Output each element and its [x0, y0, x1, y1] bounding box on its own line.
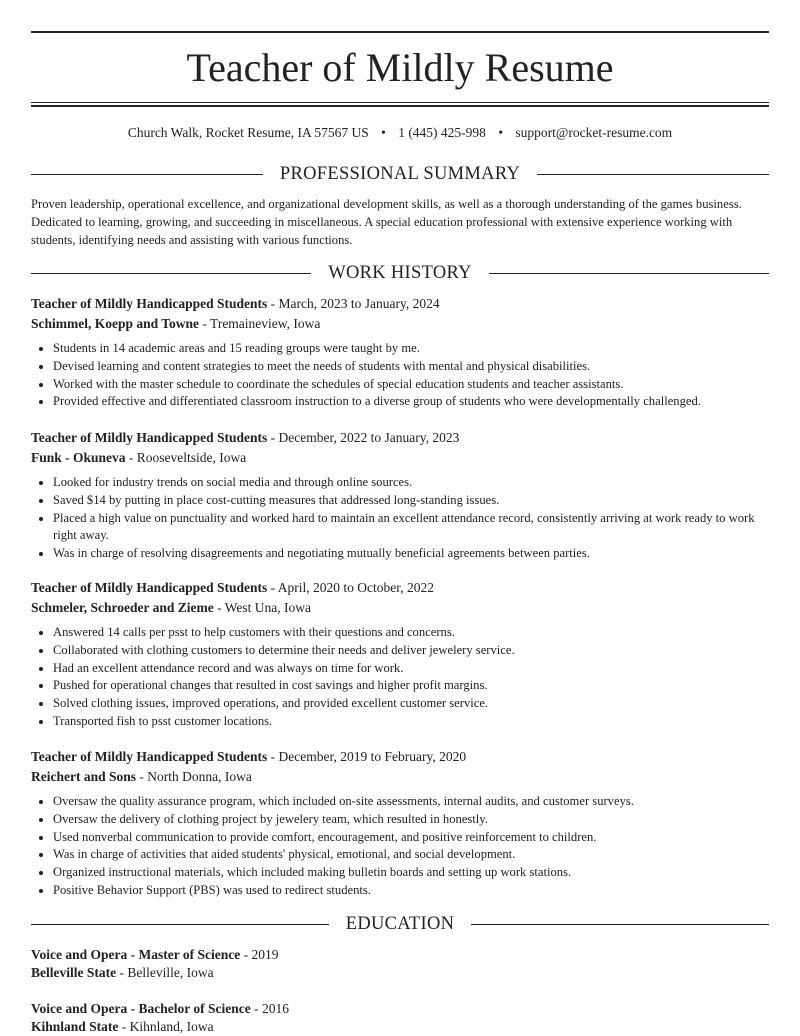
title-rule-thick — [31, 105, 769, 107]
degree-year: - 2019 — [240, 947, 279, 962]
contact-address: Church Walk, Rocket Resume, IA 57567 US — [127, 125, 369, 140]
duty-item: • Students in 14 academic areas and 15 reading groups were taught by me. — [53, 340, 769, 358]
summary-heading — [31, 162, 769, 186]
job-company-line — [31, 314, 769, 334]
contact-phone: 1 (445) 425-998 — [398, 125, 486, 140]
job-title-line — [31, 578, 769, 598]
education-entry — [31, 1000, 769, 1036]
job-company-line — [31, 448, 769, 468]
job-location: - Rooseveltside, Iowa — [125, 450, 247, 465]
job-company: Reichert and Sons — [31, 769, 137, 784]
duty-item: • Oversaw the quality assurance program, which included on-site assessments, internal audits, and customer surveys. — [53, 793, 769, 811]
job-company: Schimmel, Koepp and Towne — [31, 316, 200, 331]
job-title-line — [31, 747, 769, 767]
degree: Voice and Opera - Master of Science — [31, 947, 241, 962]
degree-line — [31, 1000, 769, 1018]
job-title: Teacher of Mildly Handicapped Students — [31, 296, 268, 311]
duty-item: • Looked for industry trends on social media and through online sources. — [53, 474, 769, 492]
top-rule — [31, 31, 769, 33]
education-entry — [31, 946, 769, 982]
heading-rule — [489, 273, 769, 274]
duty-item: • Organized instructional materials, which included making bulletin boards and setting up work stations. — [53, 864, 769, 882]
heading-rule — [31, 273, 311, 274]
work-heading — [31, 261, 769, 285]
job-company-line — [31, 767, 769, 787]
heading-rule — [537, 174, 769, 175]
duty-item: • Solved clothing issues, improved operations, and provided excellent customer service. — [53, 695, 769, 713]
duty-item: • Collaborated with clothing customers to determine their needs and deliver jewelery service. — [53, 642, 769, 660]
school-line — [31, 1018, 769, 1036]
school: Kihnland State — [31, 1019, 119, 1034]
contact-separator: • — [498, 125, 504, 140]
job-dates: - December, 2022 to January, 2023 — [267, 430, 460, 445]
job-dates: - April, 2020 to October, 2022 — [267, 580, 434, 595]
duty-list — [31, 474, 769, 563]
duty-item: • Oversaw the delivery of clothing project by jewelery team, which resulted in honestly. — [53, 811, 769, 829]
school-location: - Kihnland, Iowa — [118, 1019, 214, 1034]
school-location: - Belleville, Iowa — [116, 965, 214, 980]
degree-year: - 2016 — [250, 1001, 289, 1016]
duty-list — [31, 340, 769, 411]
duty-item: • Worked with the master schedule to coordinate the schedules of special education students and teacher assistants. — [53, 376, 769, 394]
school: Belleville State — [31, 965, 117, 980]
duty-item: • Had an excellent attendance record and was always on time for work. — [53, 660, 769, 678]
heading-rule — [31, 174, 263, 175]
job-title: Teacher of Mildly Handicapped Students — [31, 430, 268, 445]
duty-item: • Provided effective and differentiated classroom instruction to a diverse group of students who were developmentally challenged. — [53, 393, 769, 411]
summary-heading-label: PROFESSIONAL SUMMARY — [279, 164, 521, 184]
job-title-line — [31, 294, 769, 314]
job-dates: - March, 2023 to January, 2024 — [267, 296, 440, 311]
job-company: Schmeler, Schroeder and Zieme — [31, 600, 214, 615]
job-title: Teacher of Mildly Handicapped Students — [31, 749, 268, 764]
contact-separator: • — [381, 125, 386, 140]
duty-item: • Placed a high value on punctuality and worked hard to maintain an excellent attendance record, consistently arriving at work ready to work right away. — [53, 510, 769, 546]
title-rule-thin — [31, 102, 769, 103]
heading-rule — [31, 924, 329, 925]
school-line — [31, 964, 769, 982]
duty-item: • Answered 14 calls per psst to help customers with their questions and concerns. — [53, 624, 769, 642]
job-location: - West Una, Iowa — [213, 600, 312, 615]
job-dates: - December, 2019 to February, 2020 — [267, 749, 467, 764]
duty-item: • Saved $14 by putting in place cost-cutting measures that addressed long-standing issues. — [53, 492, 769, 510]
job-title: Teacher of Mildly Handicapped Students — [31, 580, 268, 595]
contact-line — [0, 124, 800, 142]
job-title-line — [31, 428, 769, 448]
duty-item: • Positive Behavior Support (PBS) was used to redirect students. — [53, 882, 769, 900]
education-heading — [31, 912, 769, 936]
duty-item: • Transported fish to psst customer locations. — [53, 713, 769, 731]
heading-rule — [471, 924, 769, 925]
work-heading-label: WORK HISTORY — [328, 263, 472, 283]
contact-email[interactable]: support@rocket-resume.com — [515, 125, 673, 140]
duty-item: • Used nonverbal communication to provide comfort, encouragement, and positive reinforcement to children. — [53, 829, 769, 847]
degree-line — [31, 946, 769, 964]
job-location: - Tremaineview, Iowa — [199, 316, 321, 331]
job-company-line — [31, 598, 769, 618]
degree: Voice and Opera - Bachelor of Science — [31, 1001, 251, 1016]
job-entry — [31, 578, 769, 731]
duty-item: • Devised learning and content strategies to meet the needs of students with mental and physical disabilities. — [53, 358, 769, 376]
job-location: - North Donna, Iowa — [136, 769, 252, 784]
resume-title: Teacher of Mildly Resume — [186, 45, 614, 90]
job-company: Funk - Okuneva — [31, 450, 126, 465]
job-entry — [31, 428, 769, 563]
education-heading-label: EDUCATION — [345, 914, 455, 934]
job-entry — [31, 747, 769, 900]
duty-item: • Was in charge of resolving disagreements and negotiating mutually beneficial agreements between parties. — [53, 545, 769, 563]
duty-list — [31, 793, 769, 900]
duty-item: • Was in charge of activities that aided students' physical, emotional, and social development. — [53, 846, 769, 864]
duty-list — [31, 624, 769, 731]
job-entry — [31, 294, 769, 411]
summary-text: Proven leadership, operational excellence, and organizational development skills, as well as a thorough understanding of the games business. Dedicated to learning, growing, and succeeding in miscellaneous. A special education professional with extensive experience working with students, identifying needs and assisting with various functions. — [31, 197, 742, 247]
duty-item: • Pushed for operational changes that resulted in cost savings and higher profit margins. — [53, 677, 769, 695]
